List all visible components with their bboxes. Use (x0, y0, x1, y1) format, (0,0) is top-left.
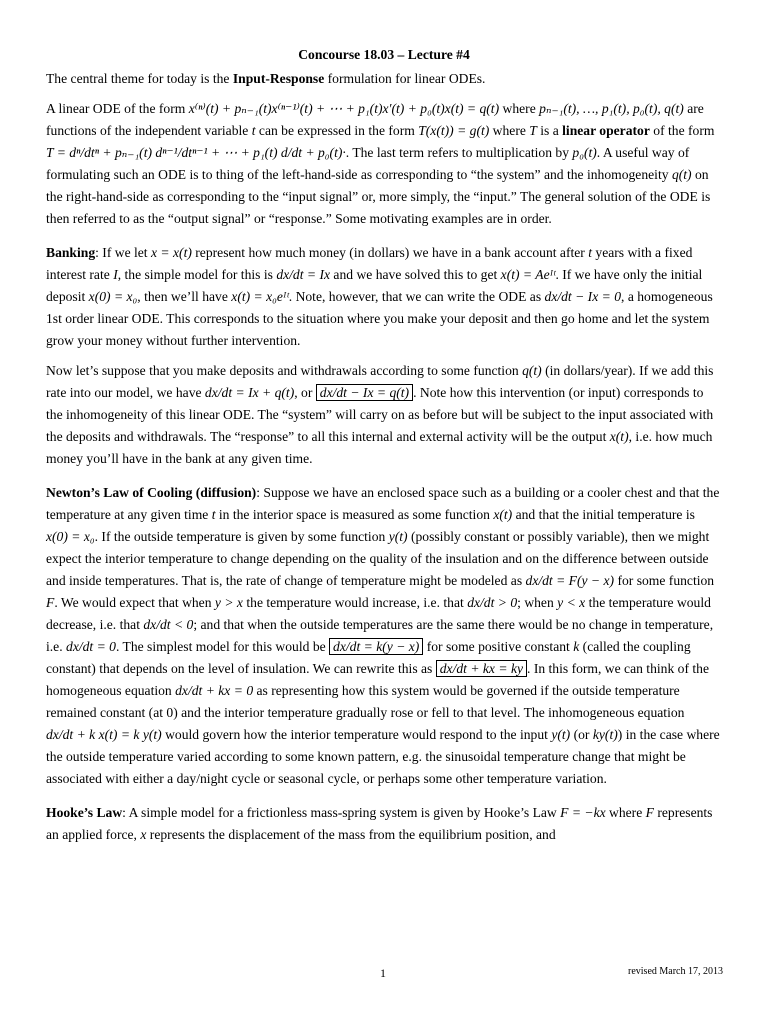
text: A linear ODE of the form (46, 101, 189, 116)
text: where (499, 101, 540, 116)
operator-equation: T(x(t)) = g(t) (418, 123, 490, 138)
math: x(t) = Aeᴵᵗ (500, 267, 556, 282)
text: represents an applied force, (46, 805, 713, 842)
text: would govern how the interior temperature would respond to the input (161, 727, 552, 742)
boxed-equation: dx/dt = k(y − x) (329, 638, 423, 655)
math: dx/dt + kx = 0 (175, 683, 254, 698)
text: (or (570, 727, 593, 742)
math: dx/dt = Ix (276, 267, 331, 282)
math: x(t) = x₀eᴵᵗ (231, 289, 289, 304)
math: q(t) (671, 167, 692, 182)
text: . A useful way of formulating such an ODE is to thing of the left-hand-side as corresponding to “the system” and the inhomogeneity (46, 145, 690, 182)
text: Now let’s suppose that you make deposits and withdrawals according to some function (46, 363, 523, 378)
text: and that the initial temperature is (512, 507, 695, 522)
text: (called the coupling constant) that depends on the level of insulation. We can rewrite this as (46, 639, 691, 676)
text: where (605, 805, 646, 820)
boxed-equation: dx/dt + kx = ky (436, 660, 527, 677)
intro-paragraph-1 (46, 68, 722, 90)
math: q(t) (522, 363, 542, 378)
section-heading: Newton’s Law of Cooling (diffusion) (46, 485, 257, 500)
text: : Suppose we have an enclosed space such as a building or a cooler chest and that the temperature at any given time (46, 485, 720, 522)
math: p₀(t) (572, 145, 597, 160)
text: represents the displacement of the mass from the equilibrium position, and (146, 827, 556, 842)
math: x(t) (609, 429, 629, 444)
variable: t (251, 123, 256, 138)
text: . If the outside temperature is given by some function (94, 529, 389, 544)
text: the temperature would increase, i.e. that (242, 595, 468, 610)
text: . If we have only the initial deposit (46, 267, 703, 304)
text: . We would expect that when (54, 595, 215, 610)
section-heading: Banking (46, 245, 96, 260)
text: in the interior space is measured as some function (215, 507, 494, 522)
text: years with a fixed interest rate (46, 245, 693, 282)
page-number: 1 (380, 966, 386, 980)
math: dx/dt > 0 (467, 595, 518, 610)
text: represent how much money (in dollars) we have in a bank account after (191, 245, 589, 260)
text: , or (294, 385, 316, 400)
math: dx/dt = 0 (66, 639, 116, 654)
text: ) in the case where the outside temperature varied according to some known pattern, e.g. the sinusoidal temperature change that might be associated with either a day/night cycle or seasonal cycle, or perhaps some other temperature variation. (46, 727, 720, 786)
math: dx/dt − Ix = 0 (544, 289, 622, 304)
banking-paragraph-1 (46, 242, 722, 352)
text: , the simple model for this is (117, 267, 277, 282)
text: can be expressed in the form (255, 123, 419, 138)
bold-term: linear operator (562, 123, 650, 138)
math: I (113, 267, 118, 282)
math: y(t) (551, 727, 571, 742)
text: . In this form, we can think of the homogeneous equation (46, 661, 709, 698)
text: for some function (614, 573, 715, 588)
math: y > x (214, 595, 243, 610)
variable: t (588, 245, 592, 260)
banking-paragraph-2 (46, 360, 722, 470)
math: x(0) = x₀ (46, 529, 95, 544)
text: on the right-hand-side as corresponding to the “input signal” or, more simply, the “input.” The general solution of the ODE is then referred to as the “output signal” or “response.” Some motivating examples are in order. (46, 167, 711, 226)
revised-date: revised March 17, 2013 (628, 966, 723, 977)
section-heading: Hooke’s Law (46, 805, 123, 820)
math: dx/dt < 0 (143, 617, 194, 632)
math: ky(t) (592, 727, 618, 742)
text: formulation for linear ODEs. (324, 71, 486, 86)
text: and we have solved this to get (330, 267, 501, 282)
page-title: Concourse 18.03 – Lecture #4 (298, 47, 470, 62)
text: The central theme for today is the (46, 71, 233, 86)
text: as representing how this system would be governed if the outside temperature remained constant (at 0) and the interior temperature gradually rose or fell to that level. The inhomogeneous equation (46, 683, 685, 720)
math: dx/dt = Ix + q(t) (204, 385, 295, 400)
math: x(0) = x₀ (88, 289, 138, 304)
math: y < x (557, 595, 586, 610)
text: ; when (517, 595, 558, 610)
variable: F (645, 805, 654, 820)
coefficient-functions: pₙ₋₁(t), …, p₁(t), p₀(t), q(t) (539, 101, 684, 116)
newton-paragraph (46, 482, 722, 790)
text: (possibly constant or possibly variable), then we might expect the interior temperature to change depending on the quality of the insulation and on the difference between outside and inside temperatures. That is, the rate of change of temperature might be modeled as (46, 529, 710, 588)
math: F = −kx (560, 805, 606, 820)
math: x = x(t) (151, 245, 192, 260)
variable: x (140, 827, 147, 842)
text: . The simplest model for this would be (115, 639, 330, 654)
text: (in dollars/year). If we add this rate into our model, we have (46, 363, 714, 400)
variable: t (211, 507, 216, 522)
text: : If we let (95, 245, 151, 260)
hooke-paragraph (46, 802, 722, 846)
math: x(t) (493, 507, 513, 522)
text: are functions of the independent variable (46, 101, 704, 138)
bold-term: Input-Response (232, 71, 325, 86)
text: where (489, 123, 530, 138)
text: the temperature would decrease, i.e. that (46, 595, 711, 632)
text: . The last term refers to multiplication by (345, 145, 573, 160)
variable: F (46, 595, 55, 610)
linear-operator-formula: T = dⁿ/dtⁿ + pₙ₋₁(t) dⁿ⁻¹/dtⁿ⁻¹ + ⋯ + p₁(t) d/dt + p₀(t)· (46, 145, 346, 160)
variable: k (573, 639, 580, 654)
variable: T (529, 123, 537, 138)
lecture-page (46, 44, 722, 854)
intro-paragraph-2 (46, 98, 722, 230)
text: ; and that when the outside temperatures are the same there would be no change in temperature, i.e. (46, 617, 714, 654)
text: is a (536, 123, 563, 138)
text: : A simple model for a frictionless mass-spring system is given by Hooke’s Law (122, 805, 561, 820)
ode-equation: x⁽ⁿ⁾(t) + pₙ₋₁(t)x⁽ⁿ⁻¹⁾(t) + ⋯ + p₁(t)x′(t) + p₀(t)x(t) = q(t) (188, 101, 500, 116)
math: dx/dt + k x(t) = k y(t) (46, 727, 162, 742)
text: . Note how this intervention (or input) corresponds to the inhomogeneity of this linear ODE. The “system” will carry on as before but will be subject to the input associated with the deposits and withdrawals. The “response” to all this internal and external activity will be the output (46, 385, 714, 444)
text: , a homogeneous 1st order linear ODE. This corresponds to the situation where you make your deposit and then go home and let the system grow your money without further intervention. (46, 289, 713, 348)
text: for some positive constant (423, 639, 574, 654)
boxed-equation: dx/dt − Ix = q(t) (316, 384, 413, 401)
text: , i.e. how much money you’ll have in the bank at any given time. (46, 429, 713, 466)
text: of the form (649, 123, 715, 138)
text: , then we’ll have (137, 289, 232, 304)
text: . Note, however, that we can write the ODE as (288, 289, 545, 304)
math: dx/dt = F(y − x) (525, 573, 615, 588)
math: y(t) (388, 529, 408, 544)
